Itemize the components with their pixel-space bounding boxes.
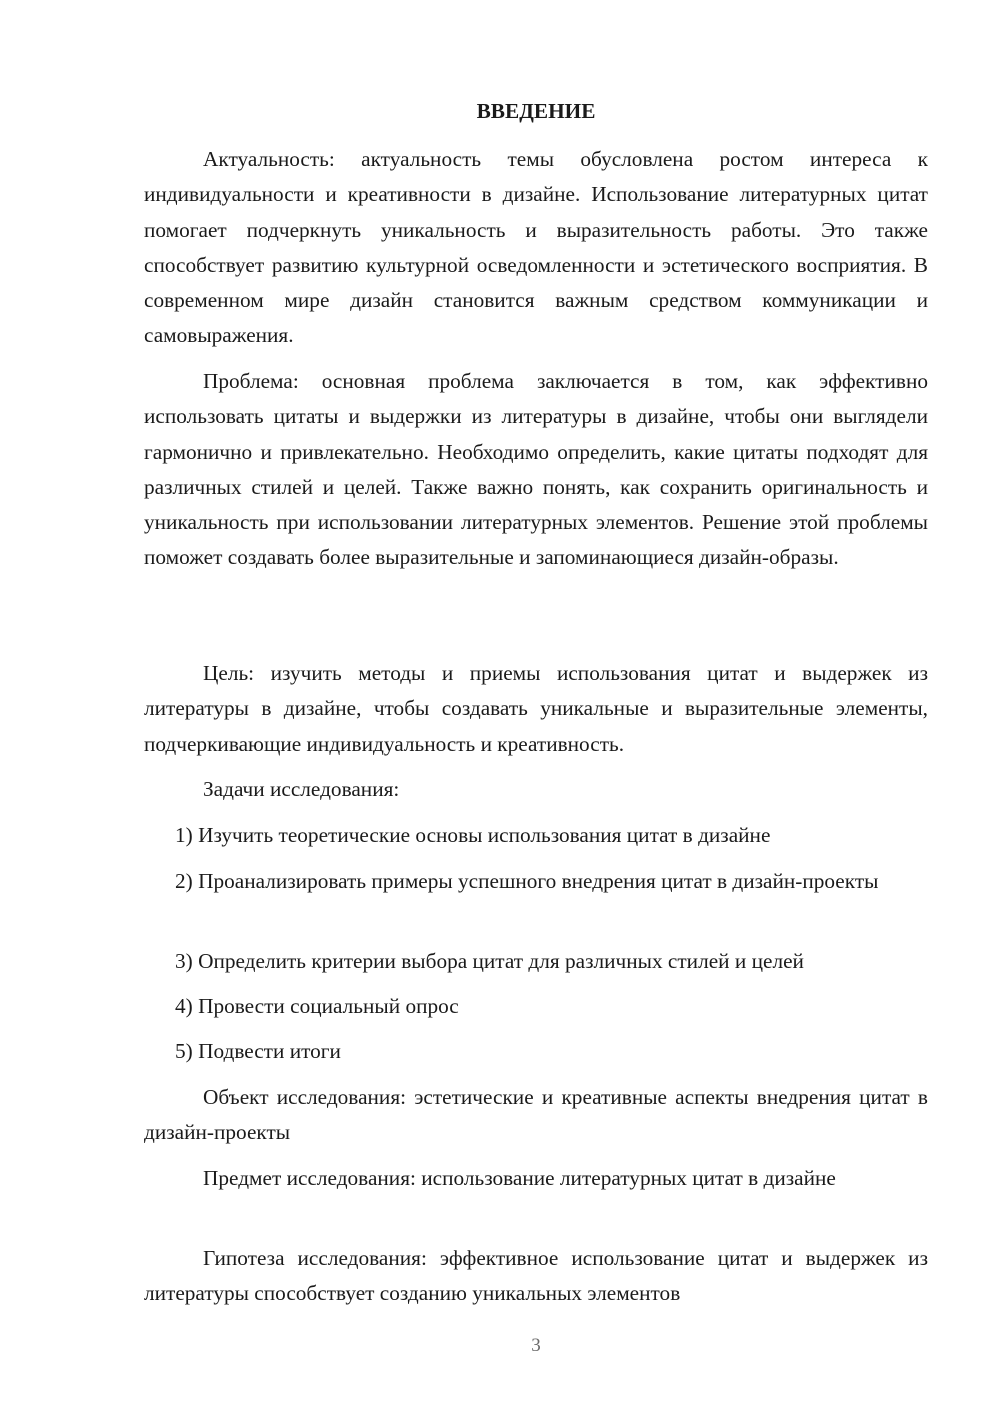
paragraph-relevance: Актуальность: актуальность темы обусловлена ростом интереса к индивидуальности и креативности в дизайне. Использование литературных цитат помогает подчеркнуть уникальность и выразительность работы. Это также способствует развитию культурной осведомленности и эстетического восприятия. В современном мире дизайн становится важным средством коммуникации и самовыражения. [144,147,928,348]
paragraph-object: Объект исследования: эстетические и креативные аспекты внедрения цитат в дизайн-проекты [144,1085,928,1145]
task-item-4: 4) Провести социальный опрос [175,994,459,1018]
task-item-2: 2) Проанализировать примеры успешного внедрения цитат в дизайн-проекты [175,869,879,893]
task-item-3: 3) Определить критерии выбора цитат для различных стилей и целей [175,949,804,973]
paragraph-problem: Проблема: основная проблема заключается в том, как эффективно использовать цитаты и выдержки из литературы в дизайне, чтобы они выглядели гармонично и привлекательно. Необходимо определить, какие цитаты подходят для различных стилей и целей. Также важно понять, как сохранить оригинальность и уникальность при использовании литературных элементов. Решение этой проблемы поможет создавать более выразительные и запоминающиеся дизайн-образы. [144,369,928,570]
paragraph-subject: Предмет исследования: использование литературных цитат в дизайне [203,1166,836,1190]
page-title: ВВЕДЕНИЕ [476,99,596,123]
task-item-1: 1) Изучить теоретические основы использования цитат в дизайне [175,823,771,847]
paragraph-goal: Цель: изучить методы и приемы использования цитат и выдержек из литературы в дизайне, чтобы создавать уникальные и выразительные элементы, подчеркивающие индивидуальность и креативность. [144,661,928,756]
task-item-5: 5) Подвести итоги [175,1039,341,1063]
paragraph-hypothesis: Гипотеза исследования: эффективное использование цитат и выдержек из литературы способствует созданию уникальных элементов [144,1246,928,1306]
tasks-heading: Задачи исследования: [203,777,400,801]
page-number: 3 [531,1335,541,1356]
